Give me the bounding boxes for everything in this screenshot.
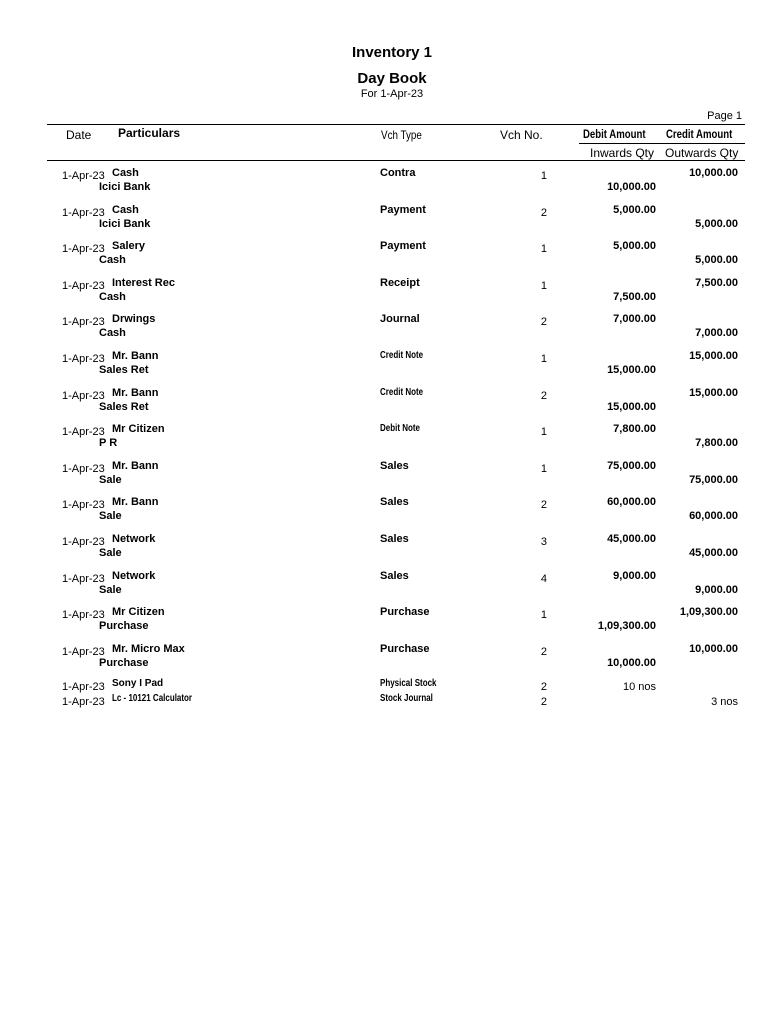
column-header-credit-amount: Credit Amount [666, 127, 733, 141]
voucher-account: Sales Ret [99, 400, 149, 413]
credit-amount: 7,800.00 [695, 437, 738, 450]
debit-amount: 5,000.00 [613, 203, 656, 216]
amount-subheader-rule [579, 143, 745, 144]
header-bottom-rule [47, 160, 745, 161]
voucher-row [0, 313, 768, 349]
credit-amount: 7,500.00 [695, 276, 738, 289]
voucher-account: Sale [99, 473, 122, 486]
voucher-party: Mr. Micro Max [112, 642, 185, 655]
debit-amount: 9,000.00 [613, 569, 656, 582]
voucher-number: 2 [540, 316, 547, 329]
voucher-row [0, 533, 768, 569]
inwards-qty: 10 nos [622, 681, 656, 693]
voucher-number: 2 [540, 206, 547, 219]
credit-amount: 10,000.00 [689, 642, 738, 655]
voucher-type: Contra [380, 167, 416, 179]
voucher-party: Network [112, 533, 156, 545]
voucher-party: Mr Citizen [112, 423, 165, 436]
debit-amount: 60,000.00 [607, 496, 656, 509]
debit-amount: 7,500.00 [613, 290, 656, 303]
voucher-type: Payment [380, 203, 426, 216]
voucher-row [0, 350, 768, 386]
voucher-account: Cash [99, 290, 126, 303]
report-period: For 1-Apr-23 [360, 88, 424, 100]
debit-amount: 7,800.00 [613, 423, 656, 436]
voucher-account: Sale [99, 547, 122, 559]
voucher-date: 1-Apr-23 [62, 426, 105, 439]
voucher-date: 1-Apr-23 [62, 536, 105, 548]
voucher-number: 4 [540, 572, 547, 585]
voucher-date: 1-Apr-23 [62, 645, 105, 658]
debit-amount: 10,000.00 [607, 181, 656, 193]
voucher-account: Sale [99, 583, 122, 596]
debit-amount: 1,09,300.00 [597, 620, 656, 633]
credit-amount: 9,000.00 [695, 583, 738, 596]
voucher-account: Purchase [99, 620, 149, 633]
column-header-particulars: Particulars [118, 126, 181, 140]
voucher-type: Credit Note [380, 386, 424, 398]
stock-row [0, 693, 768, 708]
voucher-account: Sales Ret [99, 364, 149, 376]
credit-amount: 45,000.00 [689, 547, 738, 559]
page-number: Page 1 [707, 110, 742, 122]
voucher-type: Sales [380, 533, 409, 545]
credit-amount: 15,000.00 [689, 386, 738, 399]
voucher-party: Mr. Bann [112, 459, 159, 472]
stock-item: Sony I Pad [112, 678, 164, 689]
voucher-row [0, 204, 768, 240]
credit-amount: 15,000.00 [689, 350, 738, 362]
voucher-account: Sale [99, 510, 122, 523]
column-header-date: Date [66, 128, 92, 142]
voucher-row [0, 387, 768, 423]
voucher-type: Receipt [380, 276, 420, 289]
voucher-type: Sales [380, 496, 409, 509]
header-top-rule [47, 124, 745, 125]
voucher-account: Icici Bank [99, 217, 151, 230]
voucher-row [0, 167, 768, 203]
voucher-number: 1 [540, 170, 547, 182]
voucher-row [0, 570, 768, 606]
credit-amount: 1,09,300.00 [679, 606, 738, 619]
voucher-party: Mr Citizen [112, 606, 165, 619]
debit-amount: 7,000.00 [613, 313, 656, 326]
outwards-qty: 3 nos [711, 696, 738, 708]
voucher-number: 3 [540, 536, 547, 548]
voucher-account: P R [99, 437, 118, 450]
credit-amount: 5,000.00 [695, 254, 738, 267]
voucher-type: Journal [380, 313, 420, 326]
voucher-number: 2 [540, 389, 547, 402]
voucher-number: 1 [540, 462, 547, 475]
voucher-date: 1-Apr-23 [62, 389, 105, 402]
voucher-row [0, 496, 768, 532]
voucher-date: 1-Apr-23 [62, 243, 105, 256]
voucher-type: Stock Journal [380, 693, 433, 704]
voucher-number: 2 [540, 696, 547, 708]
voucher-type: Credit Note [380, 350, 424, 361]
debit-amount: 75,000.00 [607, 459, 656, 472]
column-header-vch-type: Vch Type [381, 128, 422, 142]
stock-date: 1-Apr-23 [62, 681, 105, 693]
voucher-account: Cash [99, 254, 126, 267]
voucher-type: Sales [380, 569, 409, 582]
debit-amount: 15,000.00 [607, 364, 656, 376]
voucher-party: Cash [112, 203, 139, 216]
voucher-party: Network [112, 569, 156, 582]
debit-amount: 10,000.00 [607, 656, 656, 669]
voucher-type: Debit Note [380, 423, 420, 435]
voucher-row [0, 277, 768, 313]
voucher-party: Cash [112, 167, 139, 179]
voucher-party: Salery [112, 240, 146, 253]
voucher-number: 2 [540, 645, 547, 658]
voucher-date: 1-Apr-23 [62, 353, 105, 365]
credit-amount: 7,000.00 [695, 327, 738, 340]
voucher-date: 1-Apr-23 [62, 279, 105, 292]
voucher-number: 2 [540, 681, 547, 693]
voucher-party: Mr. Bann [112, 496, 159, 509]
voucher-number: 1 [540, 279, 547, 292]
report-title: Day Book [357, 70, 427, 87]
voucher-row [0, 460, 768, 496]
voucher-date: 1-Apr-23 [62, 206, 105, 219]
stock-row [0, 678, 768, 693]
voucher-type: Purchase [380, 642, 430, 655]
voucher-row [0, 423, 768, 459]
voucher-number: 1 [540, 353, 547, 365]
column-header-debit-amount: Debit Amount [583, 127, 646, 141]
voucher-date: 1-Apr-23 [62, 609, 105, 622]
voucher-number: 1 [540, 243, 547, 256]
voucher-party: Mr. Bann [112, 386, 159, 399]
voucher-type: Purchase [380, 606, 430, 619]
column-header-outwards-qty: Outwards Qty [665, 146, 739, 160]
voucher-row [0, 643, 768, 679]
column-header-inwards-qty: Inwards Qty [590, 146, 655, 160]
voucher-account: Purchase [99, 656, 149, 669]
debit-amount: 15,000.00 [607, 400, 656, 413]
voucher-type: Physical Stock [380, 678, 437, 689]
voucher-row [0, 606, 768, 642]
company-name: Inventory 1 [351, 44, 433, 61]
voucher-account: Icici Bank [99, 181, 151, 193]
stock-item: Lc - 10121 Calculator [112, 693, 193, 704]
voucher-type: Payment [380, 240, 426, 253]
stock-date: 1-Apr-23 [62, 696, 105, 708]
voucher-party: Mr. Bann [112, 350, 159, 362]
credit-amount: 60,000.00 [689, 510, 738, 523]
debit-amount: 45,000.00 [607, 533, 656, 545]
voucher-number: 1 [540, 609, 547, 622]
credit-amount: 10,000.00 [689, 167, 738, 179]
voucher-number: 2 [540, 499, 547, 512]
debit-amount: 5,000.00 [613, 240, 656, 253]
voucher-party: Interest Rec [112, 276, 175, 289]
voucher-date: 1-Apr-23 [62, 499, 105, 512]
credit-amount: 75,000.00 [689, 473, 738, 486]
voucher-account: Cash [99, 327, 126, 340]
voucher-date: 1-Apr-23 [62, 572, 105, 585]
voucher-party: Drwings [112, 313, 156, 326]
voucher-date: 1-Apr-23 [62, 462, 105, 475]
voucher-number: 1 [540, 426, 547, 439]
voucher-type: Sales [380, 459, 409, 472]
voucher-date: 1-Apr-23 [62, 170, 105, 182]
column-header-vch-no: Vch No. [500, 128, 543, 142]
voucher-date: 1-Apr-23 [62, 316, 105, 329]
credit-amount: 5,000.00 [695, 217, 738, 230]
voucher-row [0, 240, 768, 276]
